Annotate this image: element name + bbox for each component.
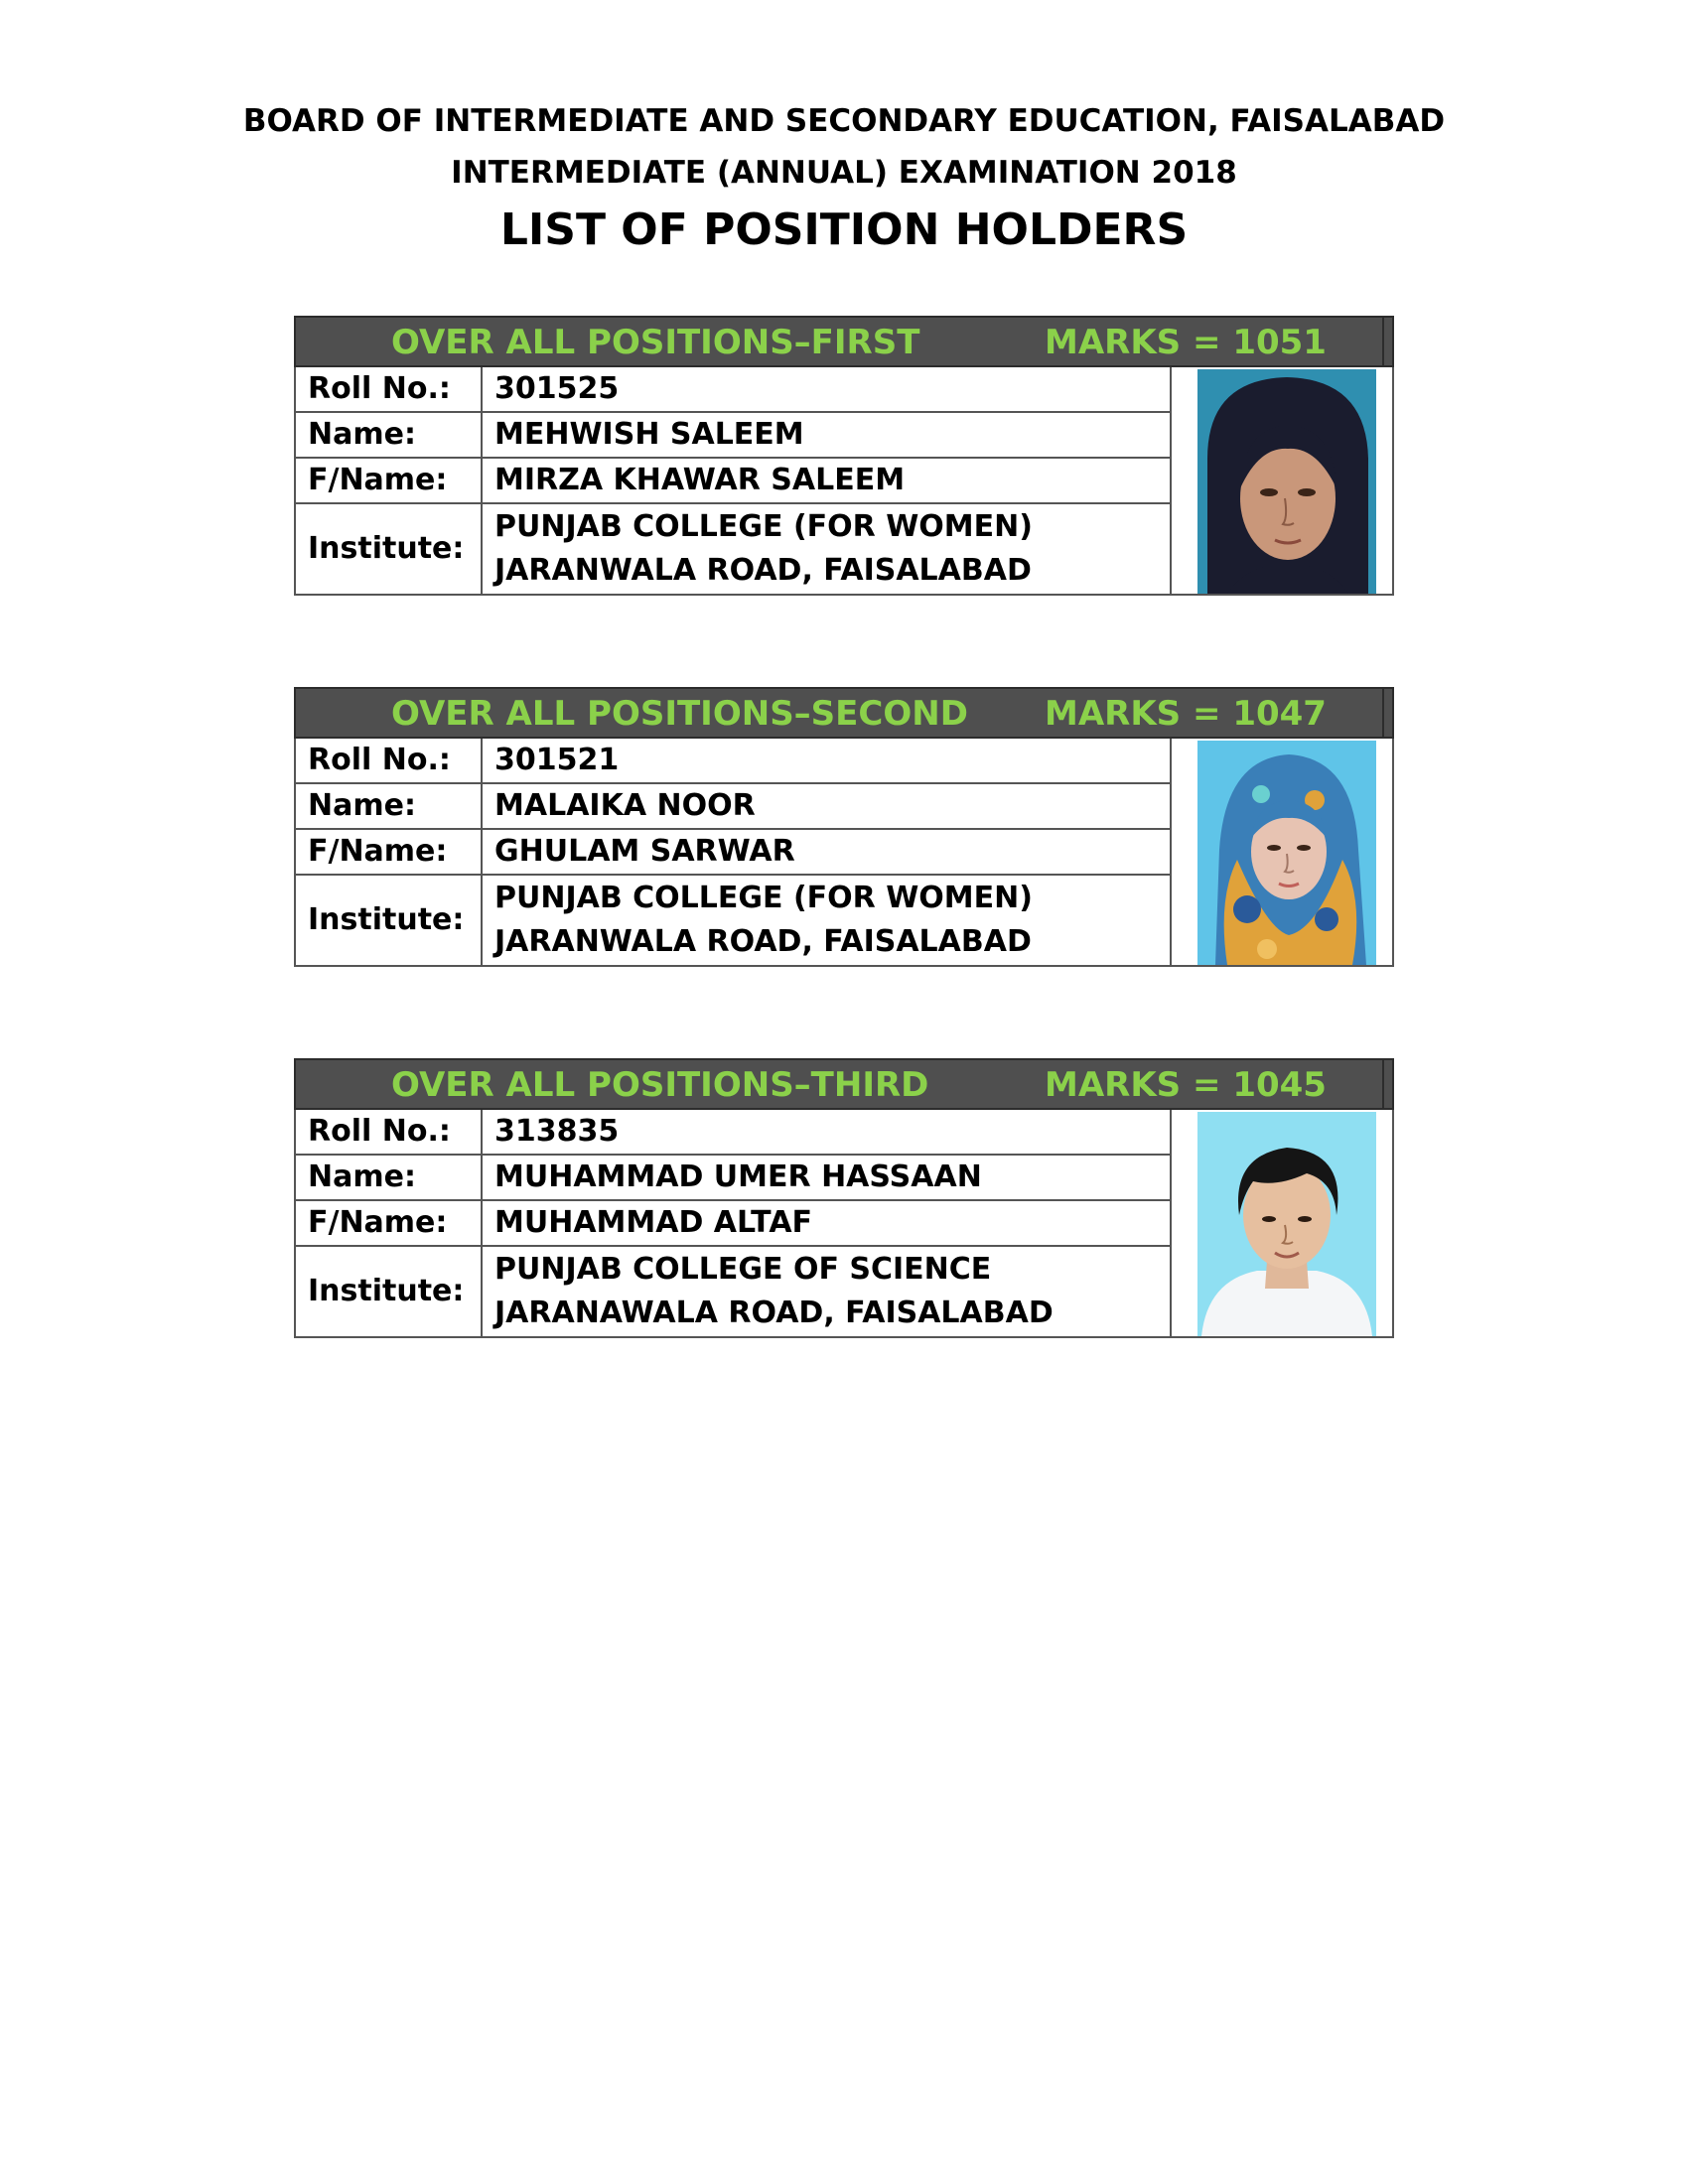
- fname-value: GHULAM SARWAR: [482, 829, 1171, 875]
- table-row: [296, 1246, 1171, 1337]
- position-card-header: [294, 1058, 1394, 1110]
- name-label: Name:: [296, 783, 482, 829]
- student-photo: [1197, 369, 1376, 594]
- fname-label: F/Name:: [296, 1200, 482, 1246]
- table-row: [296, 875, 1171, 966]
- name-value: MUHAMMAD UMER HASSAAN: [482, 1155, 1171, 1200]
- table-row: [296, 458, 1171, 503]
- roll-label: Roll No.:: [296, 367, 482, 412]
- position-marks: MARKS = 1047: [1045, 694, 1327, 734]
- institute-line1: PUNJAB COLLEGE (FOR WOMEN): [494, 509, 1033, 544]
- portrait-icon: [1197, 369, 1376, 594]
- student-photo: [1197, 1112, 1376, 1336]
- institute-value: [482, 1246, 1171, 1337]
- position-card-body: [294, 1110, 1394, 1338]
- fname-value: MIRZA KHAWAR SALEEM: [482, 458, 1171, 503]
- position-info-table: [296, 739, 1172, 967]
- fname-label: F/Name:: [296, 829, 482, 875]
- position-title: OVER ALL POSITIONS–THIRD: [391, 1065, 929, 1105]
- position-info-table: [296, 1110, 1172, 1338]
- institute-line2: JARANWALA ROAD, FAISALABAD: [494, 924, 1032, 959]
- institute-line2: JARANAWALA ROAD, FAISALABAD: [494, 1296, 1054, 1330]
- position-marks: MARKS = 1045: [1045, 1065, 1327, 1105]
- name-label: Name:: [296, 1155, 482, 1200]
- institute-label: Institute:: [296, 875, 482, 966]
- position-info-table: [296, 367, 1172, 596]
- table-row: [296, 1155, 1171, 1200]
- institute-line1: PUNJAB COLLEGE OF SCIENCE: [494, 1252, 992, 1287]
- institute-line2: JARANWALA ROAD, FAISALABAD: [494, 553, 1032, 588]
- roll-label: Roll No.:: [296, 739, 482, 783]
- institute-line1: PUNJAB COLLEGE (FOR WOMEN): [494, 881, 1033, 915]
- table-row: [296, 783, 1171, 829]
- name-label: Name:: [296, 412, 482, 458]
- table-row: [296, 1200, 1171, 1246]
- table-row: [296, 829, 1171, 875]
- position-card-header: [294, 316, 1394, 367]
- table-row: [296, 739, 1171, 783]
- institute-value: [482, 875, 1171, 966]
- position-card-second: [294, 687, 1394, 967]
- table-row: [296, 367, 1171, 412]
- fname-label: F/Name:: [296, 458, 482, 503]
- table-row: [296, 412, 1171, 458]
- roll-value: 301521: [482, 739, 1171, 783]
- board-title: BOARD OF INTERMEDIATE AND SECONDARY EDUCATION, FAISALABAD: [242, 103, 1446, 139]
- position-marks: MARKS = 1051: [1045, 323, 1327, 362]
- position-title: OVER ALL POSITIONS–FIRST: [391, 323, 920, 362]
- roll-value: 313835: [482, 1110, 1171, 1155]
- student-photo: [1197, 741, 1376, 965]
- position-card-body: [294, 367, 1394, 596]
- fname-value: MUHAMMAD ALTAF: [482, 1200, 1171, 1246]
- institute-label: Institute:: [296, 503, 482, 595]
- position-card-third: [294, 1058, 1394, 1338]
- table-row: [296, 1110, 1171, 1155]
- position-title: OVER ALL POSITIONS–SECOND: [391, 694, 968, 734]
- table-row: [296, 503, 1171, 595]
- name-value: MEHWISH SALEEM: [482, 412, 1171, 458]
- list-title: LIST OF POSITION HOLDERS: [499, 205, 1189, 255]
- position-card-body: [294, 739, 1394, 967]
- position-card-header: [294, 687, 1394, 739]
- name-value: MALAIKA NOOR: [482, 783, 1171, 829]
- roll-value: 301525: [482, 367, 1171, 412]
- institute-value: [482, 503, 1171, 595]
- portrait-icon: [1197, 741, 1376, 965]
- portrait-icon: [1197, 1112, 1376, 1336]
- exam-title: INTERMEDIATE (ANNUAL) EXAMINATION 2018: [451, 155, 1237, 191]
- document-header: [0, 95, 1688, 262]
- roll-label: Roll No.:: [296, 1110, 482, 1155]
- position-card-first: [294, 316, 1394, 596]
- institute-label: Institute:: [296, 1246, 482, 1337]
